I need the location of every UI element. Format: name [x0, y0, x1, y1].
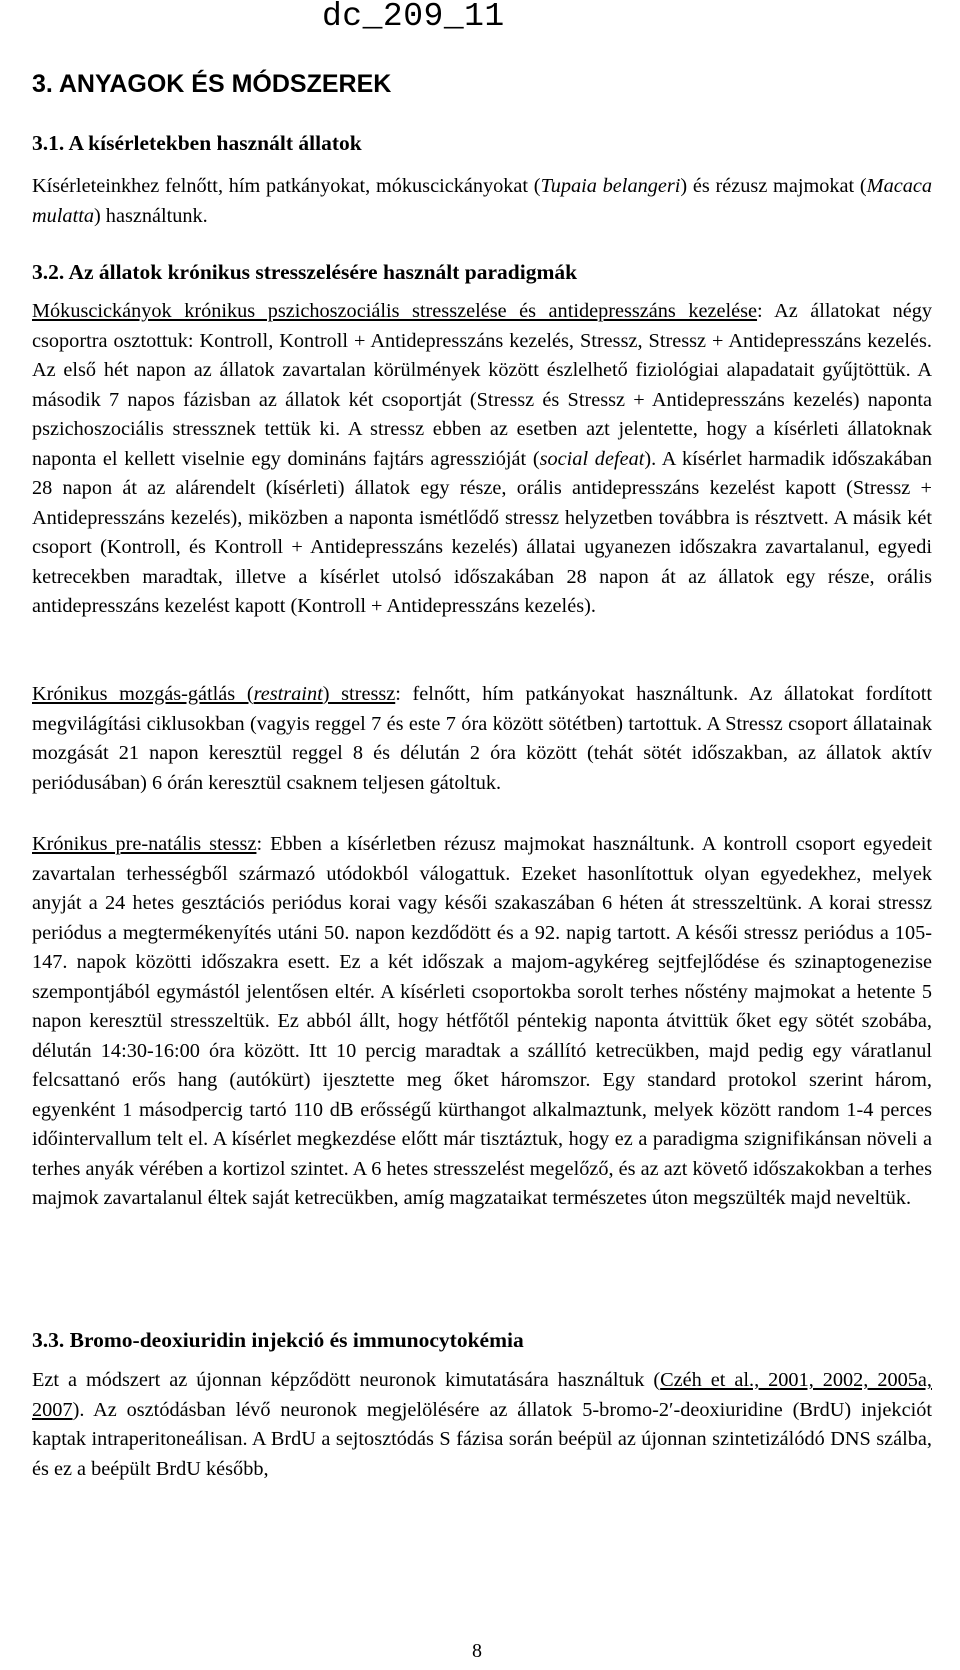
species-name: Macaca mulatta	[32, 175, 932, 227]
paragraph-lead: Krónikus mozgás-gátlás (	[32, 683, 254, 705]
paragraph-lead-italic: restraint	[253, 683, 323, 705]
italic-term: social defeat	[539, 447, 645, 470]
section-3-1-title: 3.1. A kísérletekben használt állatok	[32, 131, 362, 155]
paragraph-lead: ) stressz	[322, 683, 396, 705]
chapter-title: 3. ANYAGOK ÉS MÓDSZEREK	[32, 70, 392, 98]
section-3-2-paragraph-2	[32, 680, 932, 798]
section-3-3-title: 3.3. Bromo-deoxiuridin injekció és immunocytokémia	[32, 1328, 524, 1352]
section-3-2-title: 3.2. Az állatok krónikus stresszelésére használt paradigmák	[32, 260, 578, 284]
citation-link[interactable]: Czéh et al., 2001, 2002, 2005a, 2007	[32, 1369, 932, 1421]
page-number: 8	[472, 1640, 482, 1662]
text-run: : felnőtt, hím patkányokat használtunk. Az állatokat fordított megvilágítási ciklusokban (vagyis reggel 7 és este 7 óra között sötétben) tartottuk. A Stressz csoport állatainak mozgását 21 napon keresztül reggel 8 és délután 2 óra között (tehát sötét időszakban, az állatok aktív periódusában) 6 órán keresztül csaknem teljesen gátoltuk.	[32, 683, 932, 794]
section-3-2-paragraph-1	[32, 297, 932, 622]
document-code-header: dc_209_11	[322, 0, 505, 35]
text-run: : Az állatokat négy csoportra osztottuk: Kontroll, Kontroll + Antidepresszáns kezelés, Stressz, Stressz + Antidepresszáns kezelés. Az első hét napon az állatok zavartalan körülmények között észlelhető fiziológiai alapadatait gyűjtöttük. A második 7 napos fázisban az állatok két csoportját (Stressz és Stressz + Antidepresszáns kezelés) naponta pszichoszociális stressznek tettük ki. A stressz ebben az esetben azt jelentette, hogy a kísérleti állatoknak naponta el kellett viselnie egy domináns fajtárs agresszióját (	[32, 300, 932, 470]
text-run: Ezt a módszert az újonnan képződött neuronok kimutatására használtuk (	[32, 1369, 661, 1391]
section-3-3-paragraph	[32, 1366, 932, 1484]
section-3-1-paragraph	[32, 172, 932, 231]
text-run: : Ebben a kísérletben rézusz majmokat használtunk. A kontroll csoport egyedeit zavartalan terhességből származó utódokból válogattuk. Ezeket hasonlítottuk olyan egyedekhez, melyek anyját a 24 hetes gesztációs periódus korai vagy késői szakaszában 6 héten át stresszeltünk. A korai stressz periódus a megtermékenyítés utáni 50. napon kezdődött és a 92. napig tartott. A késői stressz periódus a 105-147. napok közötti időszakra esett. Ez a két időszak a majom-agykéreg sejtfejlődése és szinaptogenezise szempontjából egymástól jelentősen eltér. A kísérleti csoportokba sorolt terhes nőstény majmokat a hetente 5 napon keresztül stresszeltük. Ez abból állt, hogy hétfőtől péntekig naponta átvittük őket egy sötét szobába, délután 14:30-16:00 óra között. Itt 10 percig maradtak a szállító ketrecükben, majd pedig egy váratlanul felcsattanó erős hang (autókürt) ijesztette meg őket háromszor. Egy standard protokol szerint három, egyenként 1 másodpercig tartó 110 dB erősségű kürthangot alkalmaztunk, melyek között random 1-4 perces időintervallum telt el. A kísérlet megkezdése előtt már tisztáztuk, hogy ez a paradigma szignifikánsan növeli a terhes anyák vérében a kortizol szintet. A 6 hetes stresszelést megelőző, és az azt követő időszakokban a terhes majmok zavartalanul éltek saját ketrecükben, amíg magzataikat természetes úton megszülték majd neveltük.	[32, 833, 932, 1209]
paragraph-lead: Mókuscickányok krónikus pszichoszociális stresszelése és antidepresszáns kezelése	[32, 300, 758, 322]
text-run: ) használtunk.	[93, 204, 208, 227]
species-name: Tupaia belangeri	[540, 175, 681, 197]
text-run: ). A kísérlet harmadik időszakában 28 napon át az alárendelt (kísérleti) állatok egy része, orális antidepresszáns kezelést kapott (Stressz + Antidepresszáns kezelés), miközben a naponta ismétlődő stressz helyzetben továbbra is résztvett. A másik két csoport (Kontroll, és Kontroll + Antidepresszáns kezelés) állatai ugyanezen időszakra zavartalanul, egyedi ketrecekben maradtak, illetve a kísérlet utolsó időszakában 28 napon át az állatok egy része, orális antidepresszáns kezelést kapott (Kontroll + Antidepresszáns kezelés).	[32, 447, 932, 617]
text-run: Kísérleteinkhez felnőtt, hím patkányokat, mókuscickányokat (	[32, 175, 541, 197]
paragraph-lead: Krónikus pre-natális stessz	[32, 833, 257, 855]
section-3-2-paragraph-3	[32, 830, 932, 1214]
text-run: ). Az osztódásban lévő neuronok megjelölésére az állatok 5-bromo-2′-deoxiuridine (BrdU) injekciót kaptak intraperitoneálisan. A BrdU a sejtosztódás S fázisa során beépül az újonnan szintetizálódó DNS szálba, és ez a beépült BrdU később,	[32, 1398, 932, 1480]
text-run: ) és rézusz majmokat (	[680, 175, 867, 197]
